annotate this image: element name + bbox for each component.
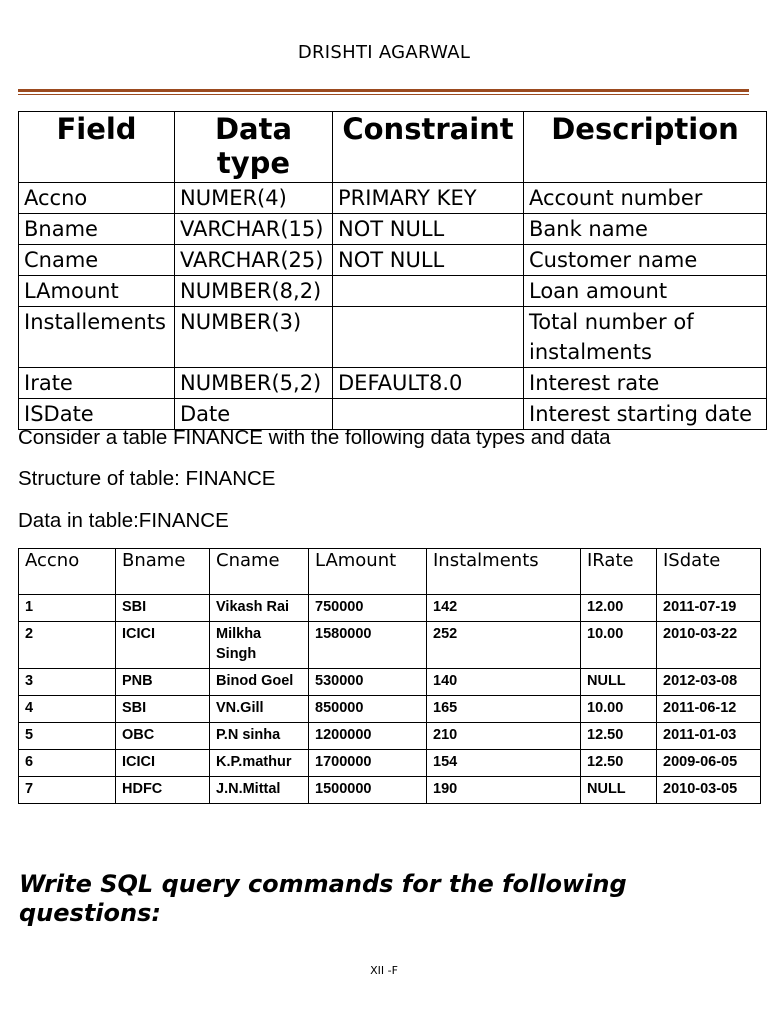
column-header-bname: Bname [116,549,210,595]
accno-cell: 5 [19,723,116,750]
isdate-cell: 2011-01-03 [657,723,761,750]
datatype-cell: NUMBER(8,2) [175,276,333,307]
bname-cell: ICICI [116,750,210,777]
accno-cell: 2 [19,622,116,669]
field-cell: Irate [19,368,175,399]
accno-cell: 6 [19,750,116,777]
lamount-cell: 1700000 [309,750,427,777]
instalments-cell: 210 [427,723,581,750]
description-cell: Customer name [524,245,767,276]
column-header-description: Description [524,112,767,183]
cname-cell: P.N sinha [210,723,309,750]
table-row [19,276,767,307]
lamount-cell: 750000 [309,595,427,622]
irate-cell: NULL [581,777,657,804]
field-cell: Bname [19,214,175,245]
bname-cell: SBI [116,696,210,723]
description-cell: Bank name [524,214,767,245]
table-row [19,750,761,777]
field-cell: Installements [19,307,175,368]
datatype-cell: Date [175,399,333,430]
table-row [19,669,761,696]
instalments-cell: 140 [427,669,581,696]
data-caption: Data in table:FINANCE [18,509,229,532]
accno-cell: 1 [19,595,116,622]
table-row [19,183,767,214]
author-header: DRISHTI AGARWAL [297,42,471,63]
irate-cell: 10.00 [581,696,657,723]
instalments-cell: 142 [427,595,581,622]
table-row [19,595,761,622]
bname-cell: PNB [116,669,210,696]
bname-cell: OBC [116,723,210,750]
page-footer: XII -F [370,964,398,977]
constraint-cell [333,307,524,368]
cname-cell: J.N.Mittal [210,777,309,804]
description-cell: Loan amount [524,276,767,307]
datatype-cell: NUMBER(3) [175,307,333,368]
cname-cell: Milkha Singh [210,622,309,669]
constraint-cell: NOT NULL [333,214,524,245]
cname-cell: K.P.mathur [210,750,309,777]
datatype-cell: NUMBER(5,2) [175,368,333,399]
field-cell: Cname [19,245,175,276]
table-row [19,307,767,368]
cname-cell: VN.Gill [210,696,309,723]
irate-cell: 12.50 [581,723,657,750]
isdate-cell: 2009-06-05 [657,750,761,777]
bname-cell: HDFC [116,777,210,804]
instalments-cell: 190 [427,777,581,804]
structure-table [18,111,767,430]
bname-cell: ICICI [116,622,210,669]
column-header-field: Field [19,112,175,183]
structure-caption: Structure of table: FINANCE [18,467,276,490]
datatype-cell: VARCHAR(25) [175,245,333,276]
column-header-irate: IRate [581,549,657,595]
description-cell: Interest starting date [524,399,767,430]
field-cell: Accno [19,183,175,214]
irate-cell: 12.50 [581,750,657,777]
header-rule-thin [18,94,749,95]
finance-data-table [18,548,761,804]
column-header-isdate: ISdate [657,549,761,595]
description-cell: Total number of instalments [524,307,767,368]
accno-cell: 3 [19,669,116,696]
constraint-cell [333,399,524,430]
irate-cell: 12.00 [581,595,657,622]
table-row [19,696,761,723]
structure-header-row [19,112,767,183]
instalments-cell: 154 [427,750,581,777]
lamount-cell: 1200000 [309,723,427,750]
isdate-cell: 2010-03-22 [657,622,761,669]
constraint-cell: PRIMARY KEY [333,183,524,214]
isdate-cell: 2010-03-05 [657,777,761,804]
table-row [19,214,767,245]
field-cell: LAmount [19,276,175,307]
instalments-cell: 165 [427,696,581,723]
isdate-cell: 2011-06-12 [657,696,761,723]
constraint-cell: DEFAULT8.0 [333,368,524,399]
lamount-cell: 1580000 [309,622,427,669]
column-header-data-type: Data type [175,112,333,183]
data-header-row [19,549,761,595]
irate-cell: NULL [581,669,657,696]
column-header-instalments: Instalments [427,549,581,595]
table-row [19,368,767,399]
table-row [19,723,761,750]
cname-cell: Binod Goel [210,669,309,696]
constraint-cell [333,276,524,307]
instalments-cell: 252 [427,622,581,669]
header-rule-thick [18,89,749,92]
accno-cell: 4 [19,696,116,723]
constraint-cell: NOT NULL [333,245,524,276]
table-row [19,245,767,276]
isdate-cell: 2011-07-19 [657,595,761,622]
column-header-constraint: Constraint [333,112,524,183]
description-cell: Account number [524,183,767,214]
table-row [19,399,767,430]
question-heading: Write SQL query commands for the following questions: [19,870,627,927]
datatype-cell: NUMER(4) [175,183,333,214]
column-header-cname: Cname [210,549,309,595]
bname-cell: SBI [116,595,210,622]
field-cell: ISDate [19,399,175,430]
cname-cell: Vikash Rai [210,595,309,622]
table-row [19,777,761,804]
description-cell: Interest rate [524,368,767,399]
accno-cell: 7 [19,777,116,804]
table-row [19,622,761,669]
lamount-cell: 530000 [309,669,427,696]
datatype-cell: VARCHAR(15) [175,214,333,245]
column-header-lamount: LAmount [309,549,427,595]
lamount-cell: 850000 [309,696,427,723]
lamount-cell: 1500000 [309,777,427,804]
irate-cell: 10.00 [581,622,657,669]
column-header-accno: Accno [19,549,116,595]
isdate-cell: 2012-03-08 [657,669,761,696]
intro-paragraph: Consider a table FINANCE with the following data types and data [18,426,611,449]
